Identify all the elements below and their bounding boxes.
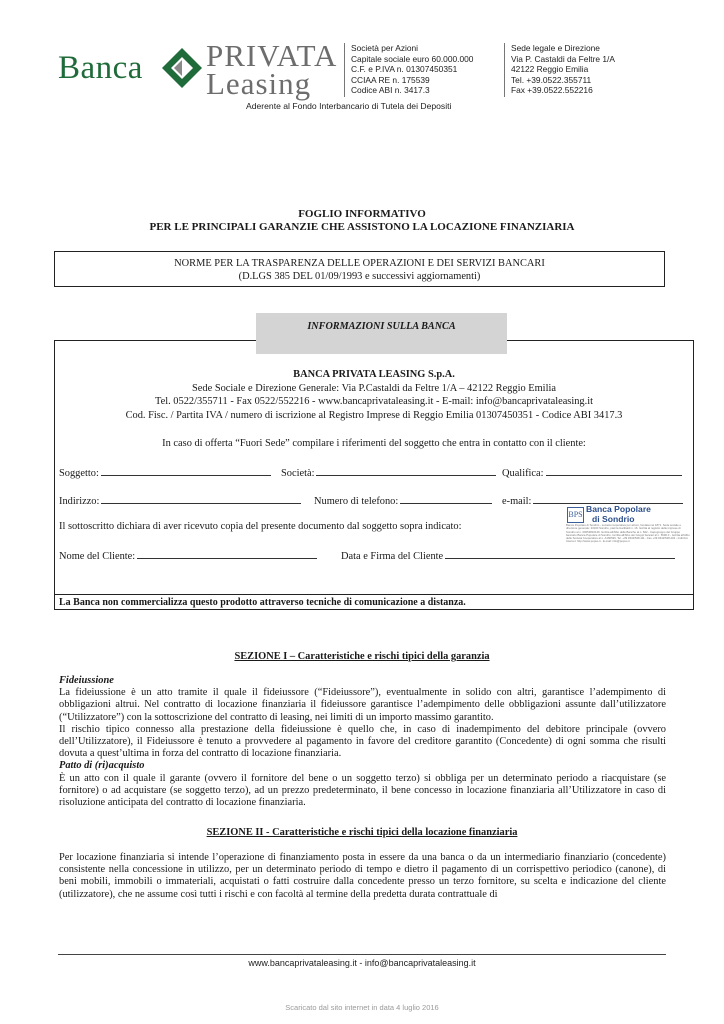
section-1-paragraph: Il rischio tipico connesso alla prestazione della fideiussione è quello che, in caso di inadempimento del debitore principale (ovvero dell’Utilizzatore), il Fideiussore è tenuto a provvedere al pagamento in favore del creditore garantito (Concedente) di ogni somma che risulti dovuta a quest’ultima in forza del contratto di locazione finanziaria. [59, 723, 666, 760]
bps-name-line-2: di Sondrio [592, 513, 635, 524]
soggetto-label: Soggetto: [59, 468, 99, 479]
section-1-paragraph: È un atto con il quale il garante (ovvero il fornitore del bene o un soggetto terzo) si obbliga per un determinato periodo a riacquistare (se fornitore) o ad acquistare (se soggetto terzo), ad un prezzo predeterminato, il bene concesso in locazione finanziaria all’Utilizzatore in caso di risoluzione anticipata del contratto di locazione finanziaria. [59, 772, 666, 809]
fuori-sede-note: In caso di offerta “Fuori Sede” compilare i riferimenti del soggetto che entra in contatto con il cliente: [162, 438, 586, 449]
section-2-body [59, 852, 666, 901]
section-2-title: SEZIONE II - Caratteristiche e rischi tipici della locazione finanziaria [206, 827, 518, 838]
header-info-line: C.F. e P.IVA n. 01307450351 [351, 64, 458, 75]
logo-leasing-text: Leasing [206, 66, 312, 101]
telefono-label: Numero di telefono: [314, 496, 399, 507]
header-company-info [344, 43, 473, 97]
societa-label: Società: [281, 468, 315, 479]
section-1-body [59, 675, 666, 809]
fideiussione-heading: Fideiussione [59, 675, 114, 686]
bps-name [586, 505, 651, 524]
patto-heading: Patto di (ri)acquisto [59, 760, 145, 772]
header-info-line: Via P. Castaldi da Feltre 1/A [511, 53, 615, 64]
document-title: FOGLIO INFORMATIVO [298, 208, 426, 220]
header-info-line: Sede legale e Direzione [511, 43, 600, 53]
data-firma-line[interactable] [445, 549, 675, 559]
indirizzo-field[interactable] [59, 494, 301, 507]
societa-field[interactable] [281, 466, 496, 479]
bank-contacts: Tel. 0522/355711 - Fax 0522/552216 - www.bancaprivataleasing.it - E-mail: info@bancaprivataleasing.it [154, 396, 593, 407]
document-subtitle: PER LE PRINCIPALI GARANZIE CHE ASSISTONO LA LOCAZIONE FINANZIARIA [149, 221, 575, 233]
bank-name: BANCA PRIVATA LEASING S.p.A. [293, 369, 455, 380]
section-1-paragraph: La fideiussione è un atto tramite il quale il fideiussore (“Fideiussore”), eventualmente in solido con altri, garantisce l’adempimento di obbligazioni altrui. Nel contratto di locazione finanziaria il fideiussore garantisce l’adempimento delle obbligazioni assunte dall’utilizzatore (“Utilizzatore”) con la sottoscrizione del contratto di leasing, nei limiti di un importo massimo garantito. [59, 687, 666, 723]
header-address-info [504, 43, 615, 97]
qualifica-line[interactable] [546, 466, 682, 476]
no-commerc-note: La Banca non commercializza questo prodotto attraverso tecniche di comunicazione a distanza. [59, 597, 466, 608]
download-note: Scaricato dal sito internet in data 4 luglio 2016 [285, 1003, 439, 1012]
nome-cliente-line[interactable] [137, 549, 317, 559]
aderente-note: Aderente al Fondo Interbancario di Tutela dei Depositi [246, 101, 452, 111]
bps-logo-icon: BPS [567, 507, 584, 523]
logo-banca-text: Banca [58, 50, 143, 86]
logo-diamond-icon [160, 46, 204, 90]
qualifica-field[interactable] [502, 466, 682, 479]
email-line[interactable] [533, 494, 683, 504]
dichiarazione-text: Il sottoscritto dichiara di aver ricevuto copia del presente documento dal soggetto sopra indicato: [59, 521, 462, 532]
bank-registry: Cod. Fisc. / Partita IVA / numero di iscrizione al Registro Imprese di Reggio Emilia 01307450351 - Codice ABI 3417.3 [125, 410, 623, 421]
indirizzo-label: Indirizzo: [59, 496, 100, 507]
data-firma-field[interactable] [341, 549, 675, 562]
norme-line-2: (D.LGS 385 DEL 01/09/1993 e successivi aggiornamenti) [238, 271, 481, 282]
norme-box [54, 251, 665, 287]
logo-privata-text: PRIVATA [206, 38, 338, 73]
header-info-line: Società per Azioni [351, 43, 419, 53]
nome-cliente-field[interactable] [59, 549, 317, 562]
footer-contacts: www.bancaprivataleasing.it - info@bancaprivataleasing.it [248, 958, 476, 968]
header-info-line: Codice ABI n. 3417.3 [351, 85, 430, 96]
societa-line[interactable] [316, 466, 496, 476]
qualifica-label: Qualifica: [502, 468, 544, 479]
telefono-line[interactable] [400, 494, 492, 504]
header-info-line: CCIAA RE n. 175539 [351, 74, 430, 85]
soggetto-line[interactable] [101, 466, 271, 476]
indirizzo-line[interactable] [101, 494, 301, 504]
header-info-line: 42122 Reggio Emilia [511, 64, 589, 75]
bank-address: Sede Sociale e Direzione Generale: Via P.Castaldi da Feltre 1/A – 42122 Reggio Emilia [192, 383, 556, 394]
data-firma-label: Data e Firma del Cliente [341, 551, 444, 562]
bps-name-line-1: Banca Popolare [586, 504, 651, 514]
soggetto-field[interactable] [59, 466, 271, 479]
norme-line-1: NORME PER LA TRASPARENZA DELLE OPERAZIONI E DEI SERVIZI BANCARI [174, 258, 545, 269]
bps-fine-print: Banca Popolare di Sondrio - società cooperativa per azioni, fondata nel 1871. Sede sociale e direzione generale: 23100 Sondrio, piazza Garibaldi n. 16. Iscritta al registro delle imprese di Sondrio al n. 00053810149. Iscritta all'Albo delle Banche al n. 842 - Capogruppo del Gruppo bancario Banca Popolare di Sondrio. Iscritta all'Albo dei Gruppi bancari al n. 5696.0 - Iscritta all'Albo delle Società Cooperative al n. A160536. Tel. +39 0342/528.111 - Fax +39 0342/528.204 - Indirizzo Internet: http://www.popso.it - E-mail: info@popso.it [566, 523, 690, 544]
section-2-paragraph: Per locazione finanziaria si intende l’operazione di finanziamento posta in essere da una banca o da un intermediario finanziario (concedente) consistente nella concessione in utilizzo, per un determinato periodo di tempo e dietro il pagamento di un corrispettivo periodico (canone), di beni mobili, immobili o immateriali, acquistati o fatti costruire dalla concedente presso un terzo fornitore, su scelta e indicazione del cliente (utilizzatore), che ne assume così tutti i rischi e con facoltà al termine della predetta durata contrattuale di [59, 852, 666, 900]
section-1-title: SEZIONE I – Caratteristiche e rischi tipici della garanzia [234, 651, 490, 662]
header-info-line: Tel. +39.0522.355711 [511, 74, 592, 85]
telefono-field[interactable] [314, 494, 492, 507]
email-label: e-mail: [502, 496, 532, 507]
nome-cliente-label: Nome del Cliente: [59, 551, 136, 562]
header-info-line: Capitale sociale euro 60.000.000 [351, 53, 474, 64]
footer-divider [58, 954, 666, 955]
header-info-line: Fax +39.0522.552216 [511, 85, 593, 96]
info-tab-heading: INFORMAZIONI SULLA BANCA [256, 313, 507, 354]
